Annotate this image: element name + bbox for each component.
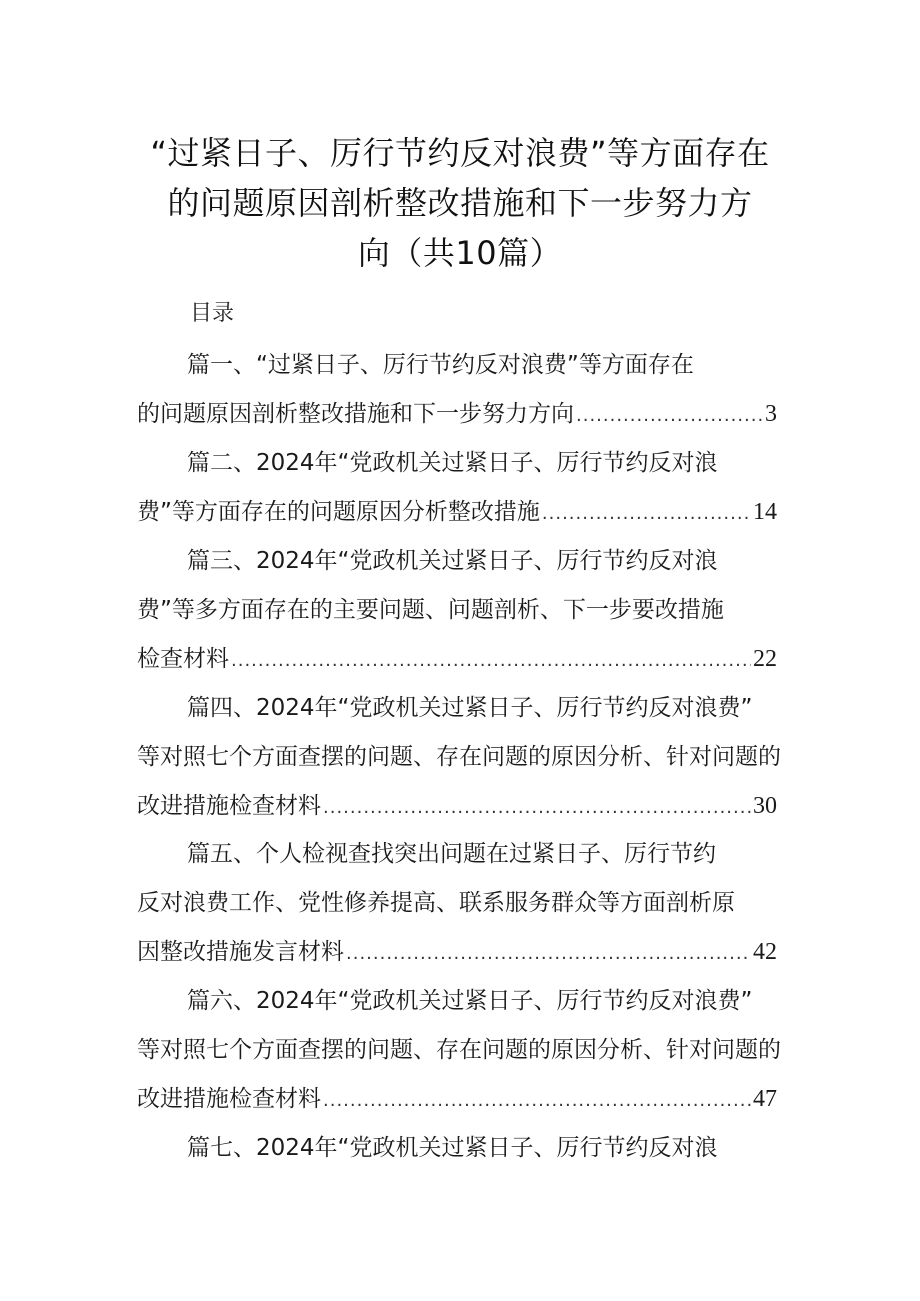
- toc-leader-dots: [346, 936, 751, 972]
- toc-heading: 目录: [190, 301, 235, 326]
- toc-entry-5-last-line[interactable]: [137, 934, 777, 970]
- toc-entry-5-line[interactable]: 反对浪费工作、党性修养提高、联系服务群众等方面剖析原: [137, 890, 735, 916]
- toc-entry-text: 改进措施检查材料: [137, 1086, 321, 1112]
- toc-entry-text: 改进措施检查材料: [137, 793, 321, 819]
- toc-page-number: 22: [753, 646, 777, 672]
- toc-leader-dots: [576, 398, 763, 434]
- toc-entry-2-line[interactable]: 篇二、2024年“党政机关过紧日子、厉行节约反对浪: [187, 450, 718, 476]
- toc-leader-dots: [542, 496, 751, 532]
- toc-entry-4-line[interactable]: 等对照七个方面查摆的问题、存在问题的原因分析、针对问题的: [137, 744, 781, 770]
- document-title: [130, 128, 790, 278]
- toc-entry-3-line[interactable]: 篇三、2024年“党政机关过紧日子、厉行节约反对浪: [187, 548, 718, 574]
- toc-entry-6-line[interactable]: 等对照七个方面查摆的问题、存在问题的原因分析、针对问题的: [137, 1037, 781, 1063]
- toc-entry-3-last-line[interactable]: [137, 641, 777, 677]
- toc-entry-3-line[interactable]: 费”等多方面存在的主要问题、问题剖析、下一步要改措施: [137, 597, 724, 623]
- toc-entry-4-last-line[interactable]: [137, 788, 777, 824]
- toc-entry-7-line[interactable]: 篇七、2024年“党政机关过紧日子、厉行节约反对浪: [187, 1135, 718, 1161]
- toc-entry-text: 费”等方面存在的问题原因分析整改措施: [137, 499, 540, 525]
- toc-page-number: 3: [765, 401, 777, 427]
- toc-entry-1-last-line[interactable]: [137, 396, 777, 432]
- toc-page-number: 47: [753, 1086, 777, 1112]
- toc-entry-2-last-line[interactable]: [137, 494, 777, 530]
- toc-leader-dots: [323, 1083, 751, 1119]
- toc-leader-dots: [323, 790, 751, 826]
- toc-page-number: 14: [753, 499, 777, 525]
- title-line: 向（共10篇）: [357, 234, 563, 272]
- title-line: “过紧日子、厉行节约反对浪费”等方面存在: [150, 134, 770, 172]
- toc-entry-6-last-line[interactable]: [137, 1081, 777, 1117]
- toc-entry-text: 因整改措施发言材料: [137, 939, 344, 965]
- toc-entry-text: 的问题原因剖析整改措施和下一步努力方向: [137, 401, 574, 427]
- toc-entry-4-line[interactable]: 篇四、2024年“党政机关过紧日子、厉行节约反对浪费”: [187, 695, 753, 721]
- title-line: 的问题原因剖析整改措施和下一步努力方: [167, 184, 753, 222]
- toc-entry-6-line[interactable]: 篇六、2024年“党政机关过紧日子、厉行节约反对浪费”: [187, 988, 753, 1014]
- toc-page-number: 30: [753, 793, 777, 819]
- toc-entry-text: 检查材料: [137, 646, 229, 672]
- toc-leader-dots: [231, 643, 751, 679]
- toc-page-number: 42: [753, 939, 777, 965]
- toc-entry-1-line[interactable]: 篇一、“过紧日子、厉行节约反对浪费”等方面存在: [187, 352, 694, 378]
- toc-entry-5-line[interactable]: 篇五、个人检视查找突出问题在过紧日子、厉行节约: [187, 841, 716, 867]
